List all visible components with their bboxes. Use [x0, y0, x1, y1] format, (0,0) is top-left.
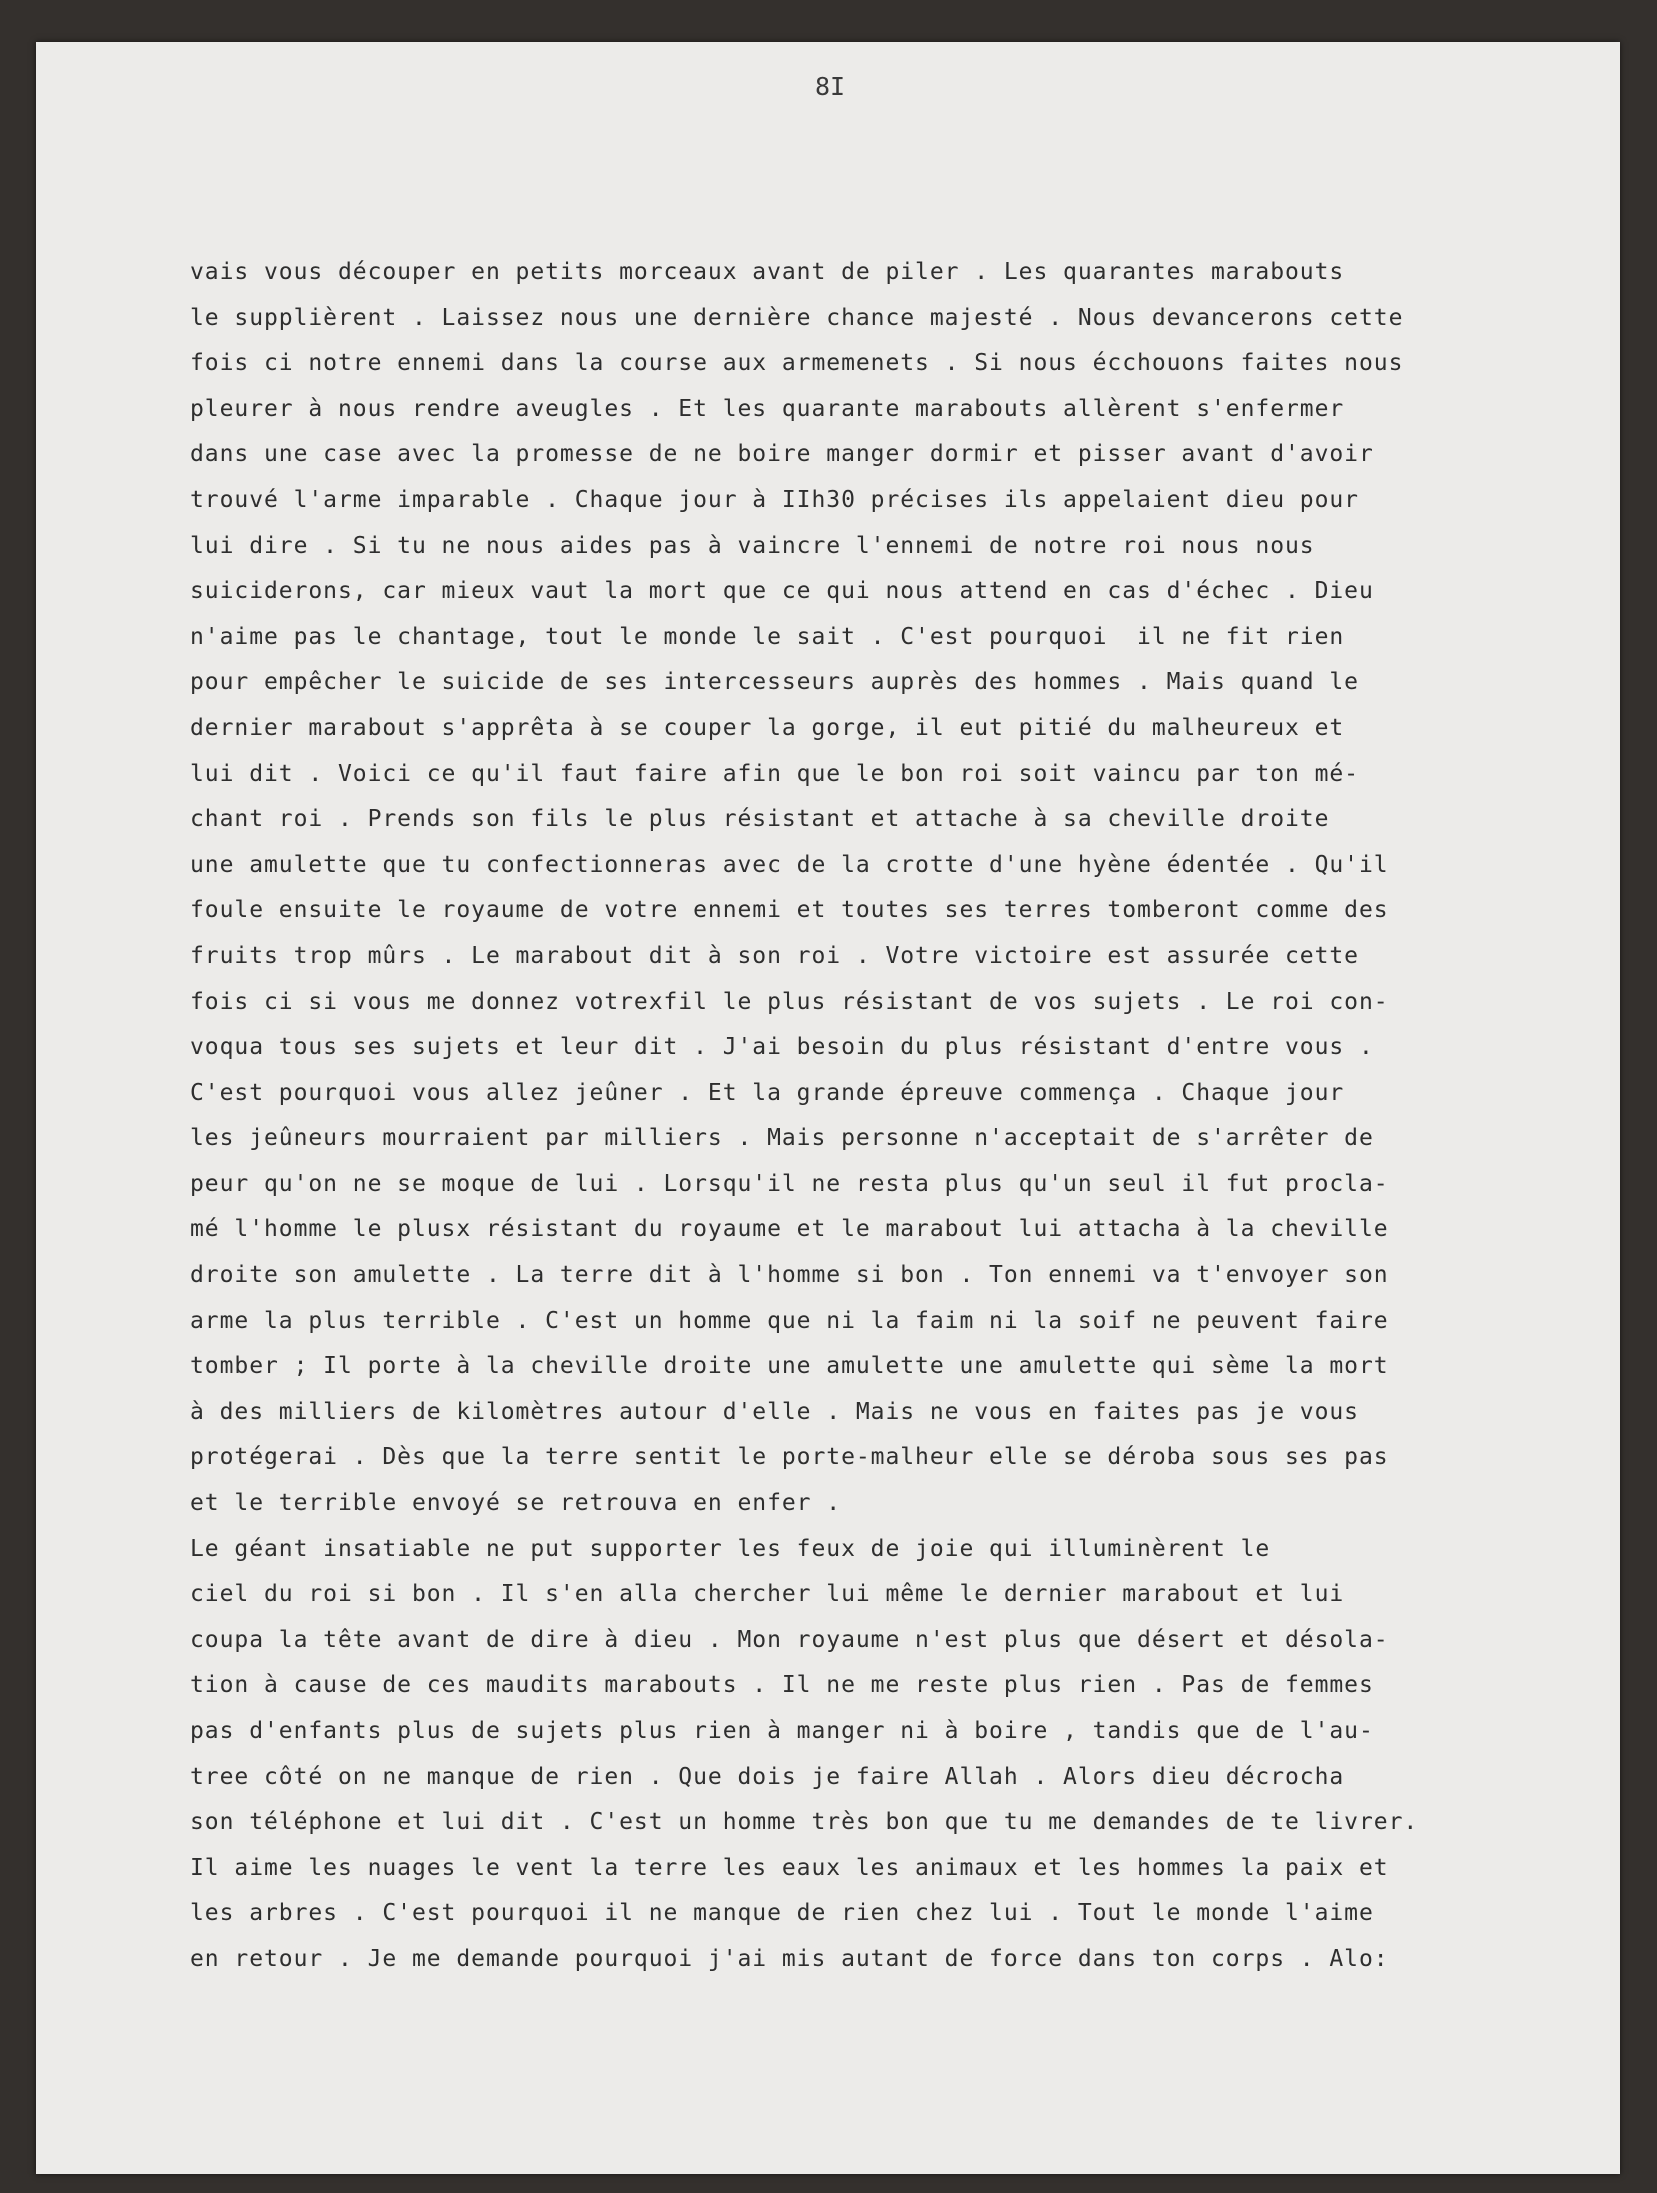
text-line: vais vous découper en petits morceaux avant de piler . Les quarantes marabouts: [190, 259, 1345, 285]
text-line: arme la plus terrible . C'est un homme que ni la faim ni la soif ne peuvent faire: [190, 1307, 1389, 1334]
text-line: tomber ; Il porte à la cheville droite une amulette une amulette qui sème la mort: [190, 1353, 1389, 1380]
text-line: pas d'enfants plus de sujets plus rien à manger ni à boire , tandis que de l'au-: [190, 1718, 1374, 1744]
text-line: le supplièrent . Laissez nous une dernière chance majesté . Nous devancerons cette: [190, 304, 1404, 331]
text-line: voqua tous ses sujets et leur dit . J'ai besoin du plus résistant d'entre vous .: [190, 1034, 1374, 1061]
text-line: fois ci si vous me donnez votrexfil le plus résistant de vos sujets . Le roi con-: [190, 988, 1389, 1015]
text-line: trouvé l'arme imparable . Chaque jour à IIh30 précises ils appelaient dieu pour: [190, 486, 1359, 513]
text-line: suiciderons, car mieux vaut la mort que ce qui nous attend en cas d'échec . Dieu: [190, 578, 1374, 605]
text-line: dans une case avec la promesse de ne boire manger dormir et pisser avant d'avoir: [190, 441, 1374, 468]
text-line: lui dit . Voici ce qu'il faut faire afin que le bon roi soit vaincu par ton mé-: [190, 760, 1359, 787]
page-number: 8I: [814, 72, 846, 101]
text-line: pleurer à nous rendre aveugles . Et les quarante marabouts allèrent s'enfermer: [190, 395, 1345, 422]
typed-body-text: [190, 250, 1610, 1983]
text-line: pour empêcher le suicide de ses intercesseurs auprès des hommes . Mais quand le: [190, 669, 1359, 696]
text-line: tree côté on ne manque de rien . Que dois je faire Allah . Alors dieu décrocha: [190, 1763, 1345, 1790]
text-line: droite son amulette . La terre dit à l'homme si bon . Ton ennemi va t'envoyer son: [190, 1262, 1389, 1289]
text-line: et le terrible envoyé se retrouva en enfer .: [190, 1490, 842, 1517]
text-line: fois ci notre ennemi dans la course aux armemenets . Si nous écchouons faites nous: [190, 350, 1404, 377]
text-line: Il aime les nuages le vent la terre les eaux les animaux et les hommes la paix et: [190, 1854, 1389, 1881]
text-line: tion à cause de ces maudits marabouts . Il ne me reste plus rien . Pas de femmes: [190, 1672, 1374, 1699]
text-line: C'est pourquoi vous allez jeûner . Et la grande épreuve commença . Chaque jour: [190, 1079, 1345, 1106]
text-line: dernier marabout s'apprêta à se couper la gorge, il eut pitié du malheureux et: [190, 714, 1345, 741]
text-line: à des milliers de kilomètres autour d'elle . Mais ne vous en faites pas je vous: [190, 1398, 1359, 1425]
text-line: peur qu'on ne se moque de lui . Lorsqu'il ne resta plus qu'un seul il fut procla-: [190, 1170, 1389, 1197]
text-line: les arbres . C'est pourquoi il ne manque de rien chez lui . Tout le monde l'aime: [190, 1900, 1374, 1927]
text-line: les jeûneurs mourraient par milliers . Mais personne n'acceptait de s'arrêter de: [190, 1125, 1374, 1152]
text-line: en retour . Je me demande pourquoi j'ai mis autant de force dans ton corps . Alo:: [190, 1945, 1389, 1972]
text-line: son téléphone et lui dit . C'est un homme très bon que tu me demandes de te livrer.: [190, 1809, 1419, 1836]
text-line: une amulette que tu confectionneras avec de la crotte d'une hyène édentée . Qu'il: [190, 851, 1389, 878]
text-line: coupa la tête avant de dire à dieu . Mon royaume n'est plus que désert et désola-: [190, 1626, 1389, 1653]
text-line: fruits trop mûrs . Le marabout dit à son roi . Votre victoire est assurée cette: [190, 942, 1359, 969]
text-line: chant roi . Prends son fils le plus résistant et attache à sa cheville droite: [190, 806, 1330, 833]
text-line: n'aime pas le chantage, tout le monde le sait . C'est pourquoi il ne fit rien: [190, 623, 1345, 650]
text-line: protégerai . Dès que la terre sentit le porte-malheur elle se déroba sous ses pas: [190, 1444, 1389, 1471]
text-line: Le géant insatiable ne put supporter les feux de joie qui illuminèrent le: [190, 1535, 1271, 1562]
text-line: foule ensuite le royaume de votre ennemi et toutes ses terres tomberont comme des: [190, 897, 1389, 924]
text-line: ciel du roi si bon . Il s'en alla chercher lui même le dernier marabout et lui: [190, 1581, 1345, 1608]
text-line: lui dire . Si tu ne nous aides pas à vaincre l'ennemi de notre roi nous nous: [190, 532, 1315, 559]
text-line: mé l'homme le plusx résistant du royaume et le marabout lui attacha à la cheville: [190, 1216, 1389, 1243]
